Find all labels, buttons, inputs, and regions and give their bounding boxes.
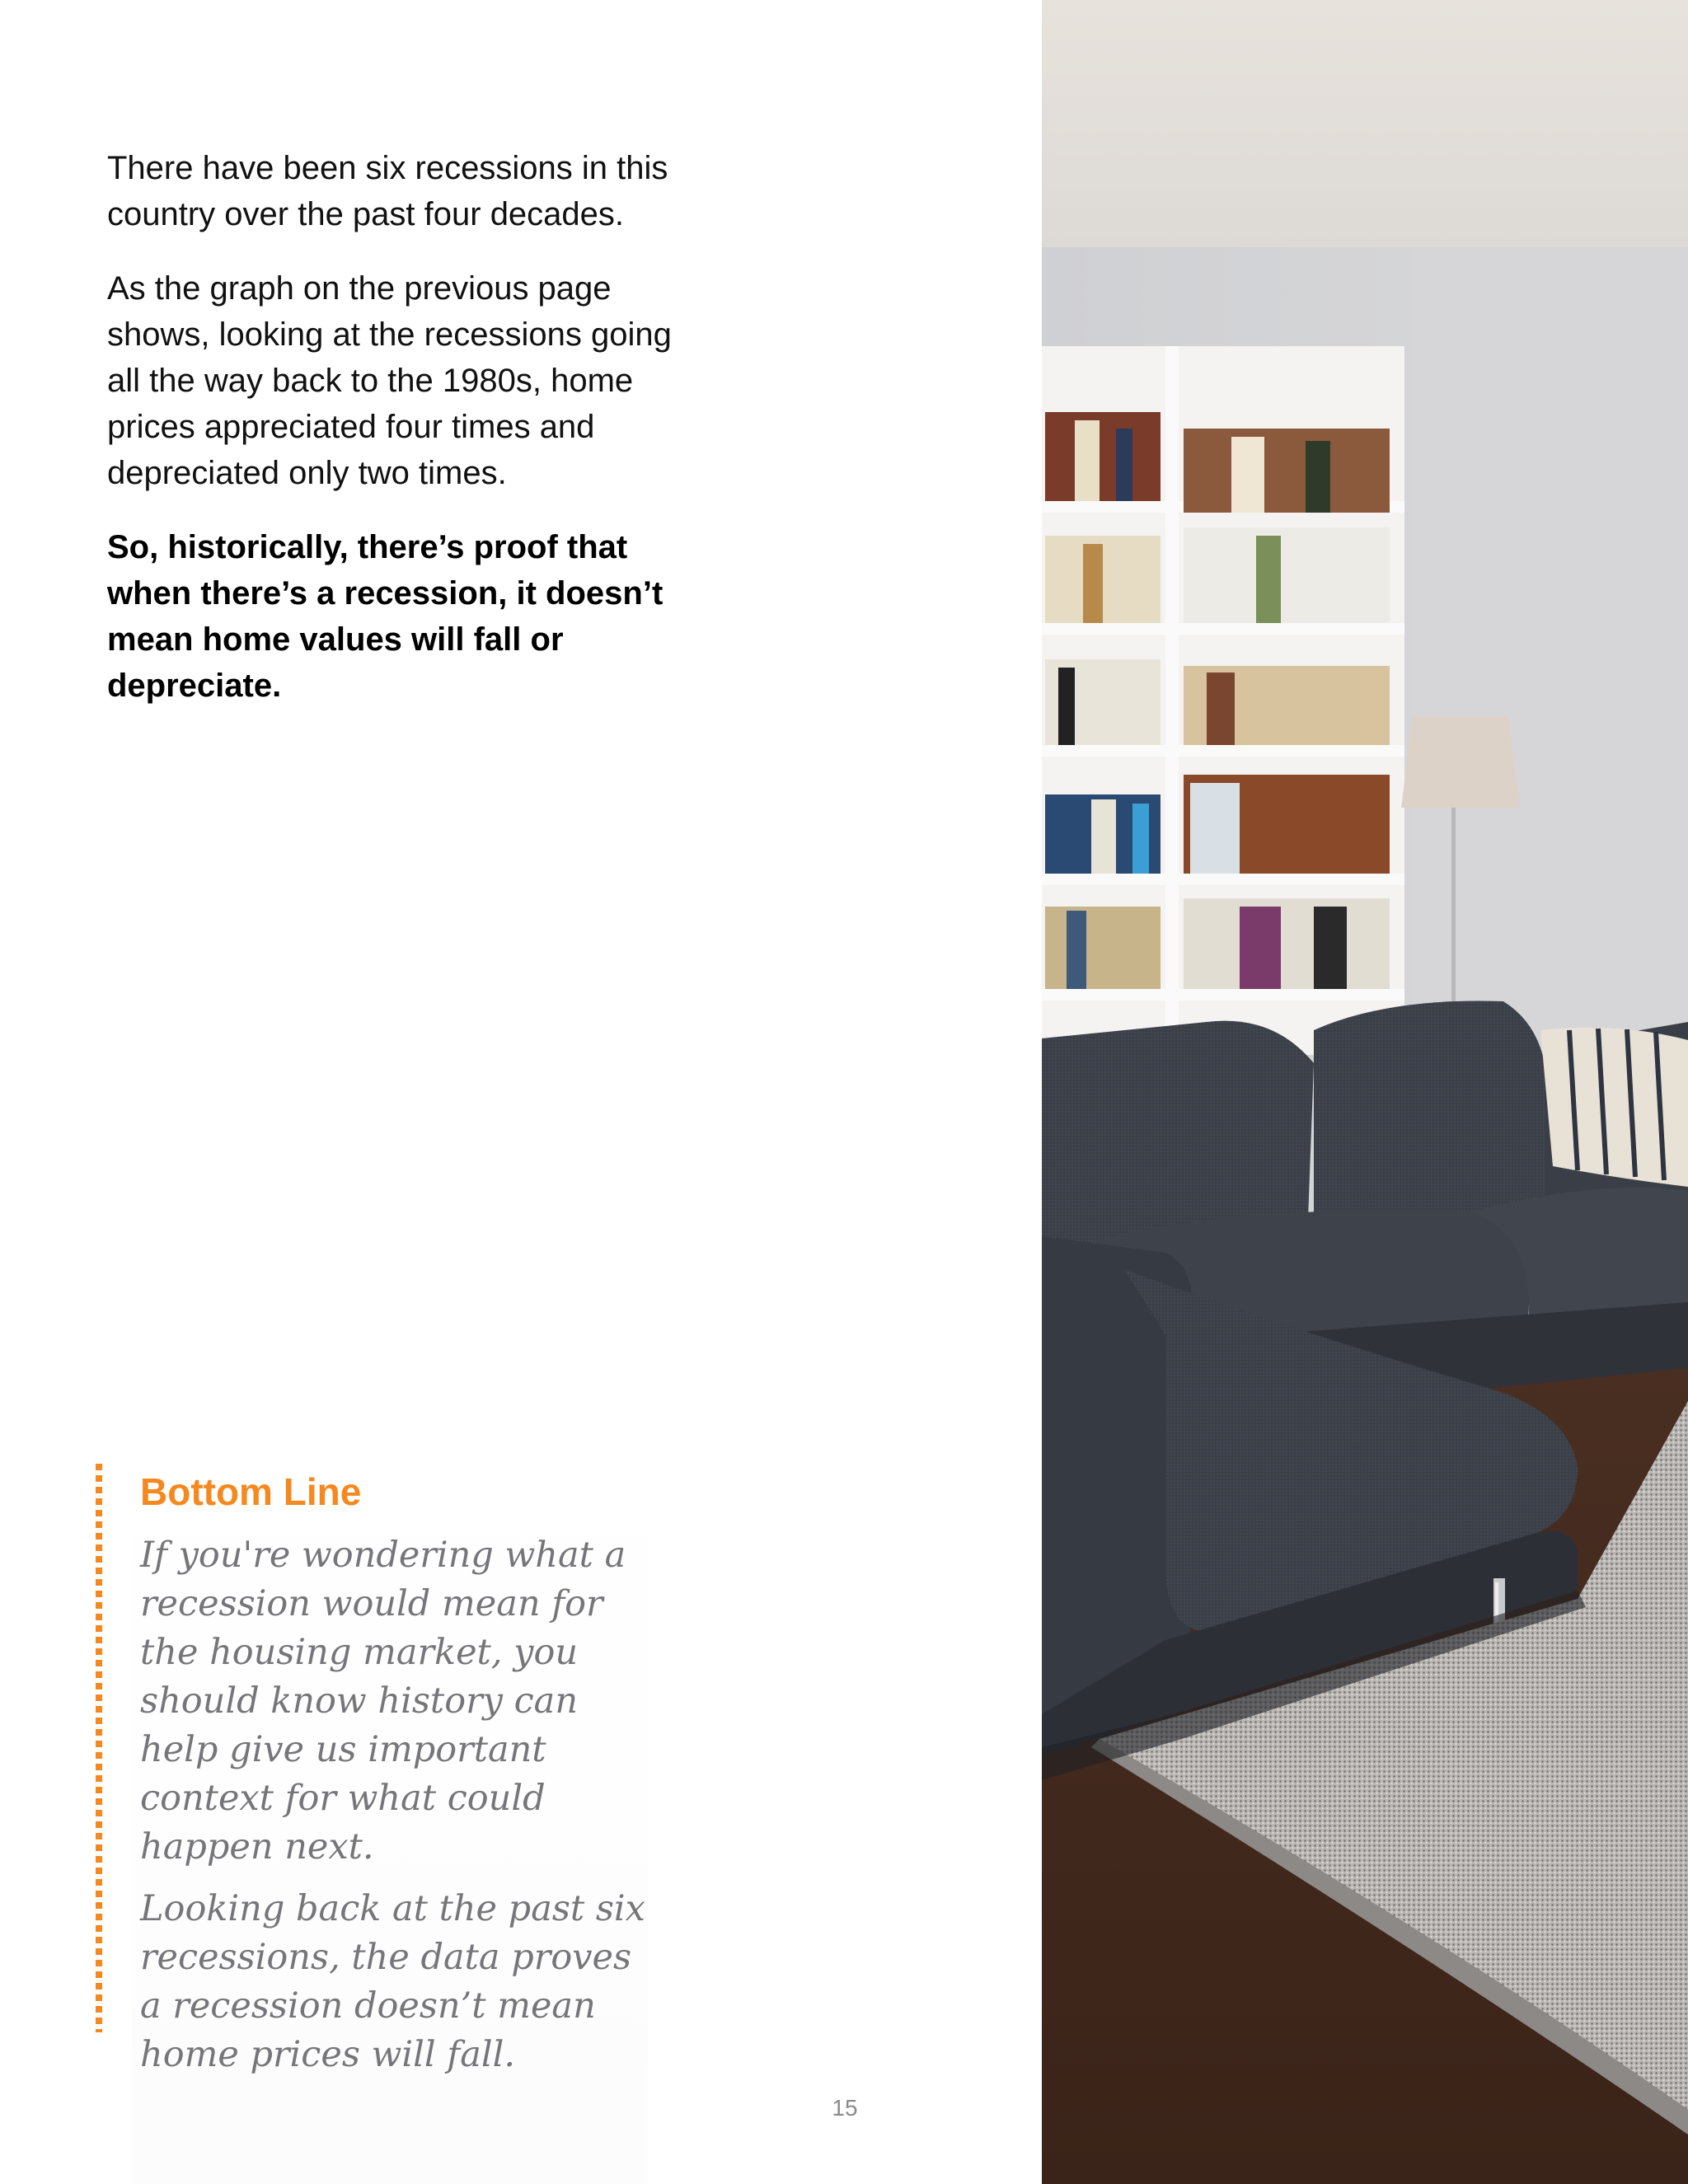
dotted-accent-line (96, 1464, 102, 2032)
page-number: 15 (832, 2095, 858, 2121)
bottom-line-heading: Bottom Line (140, 1470, 362, 1513)
bottom-line-body (140, 1531, 651, 2093)
living-room-photo (1042, 0, 1688, 2184)
bottom-line-paragraph-1: If you're wondering what a recession would mean for the housing market, you should know history can help give us important context for what could happen next. (140, 1535, 626, 1868)
bottom-line-paragraph-2: Looking back at the past six recessions, the data proves a recession doesn’t mean home prices will fall. (140, 1888, 645, 2075)
paragraph-key-takeaway: So, historically, there’s proof that when there’s a recession, it doesn’t mean home values will fall or depreciate. (107, 529, 663, 704)
paragraph-graph-summary: As the graph on the previous page shows, looking at the recessions going all the way back to the 1980s, home prices appreciated four times and depreciated only two times. (107, 270, 672, 491)
body-text (107, 145, 676, 737)
paragraph-recessions-count: There have been six recessions in this country over the past four decades. (107, 150, 668, 232)
